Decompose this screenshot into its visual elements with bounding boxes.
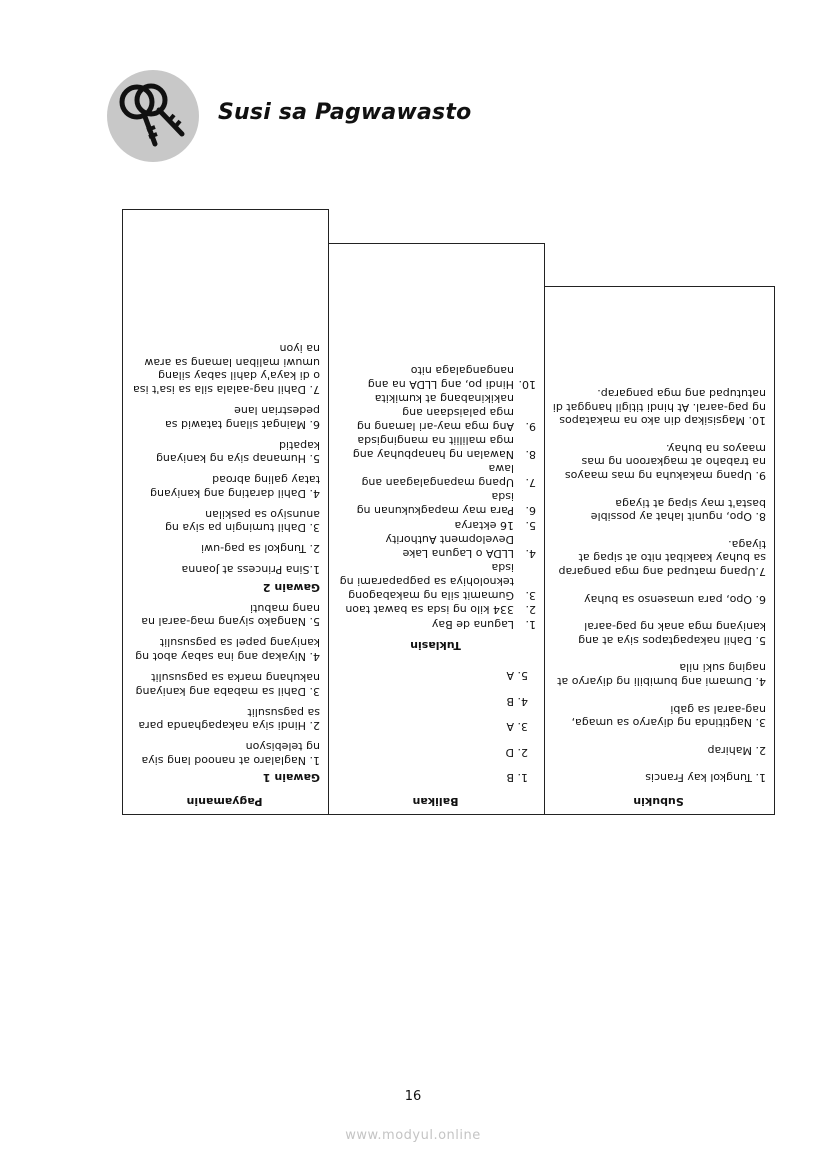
tuklasin-item bbox=[335, 490, 536, 517]
tuklasin-item-number: 4. bbox=[525, 546, 536, 560]
pagyamanin-section bbox=[122, 209, 329, 815]
subukin-item: 8. Opo, ngunit lahat ay possible basta't may sipag at tiyaga bbox=[590, 496, 766, 524]
subukin-item: 4. Dumami ang bumibili ng diyaryo at naging suki nila bbox=[557, 661, 766, 689]
balikan-answer: 1. B bbox=[506, 771, 528, 785]
tuklasin-item bbox=[335, 392, 536, 433]
subukin-item: 2. Mahirap bbox=[707, 743, 766, 757]
tuklasin-item bbox=[335, 533, 536, 560]
tuklasin-item-text: Laguna de Bay bbox=[431, 617, 514, 631]
gawain1-item: 5. Nangako siyang mag-aaral na nang mabuti bbox=[141, 601, 320, 629]
tuklasin-item-text: Gumamit sila ng makabagong teknolohiya sa pagpaparami ng isda bbox=[339, 561, 514, 602]
gawain2-item: 4. Dahil darating ang kaniyang tatay galing abroad bbox=[150, 473, 320, 500]
tuklasin-item-number: 9. bbox=[525, 419, 536, 433]
footer-watermark: www.modyul.online bbox=[345, 1128, 481, 1143]
tuklasin-item-number: 7. bbox=[525, 475, 536, 489]
tuklasin-item-text: 16 ektarya bbox=[454, 518, 514, 532]
subukin-item: 1. Tungkol kay Francis bbox=[645, 771, 766, 785]
gawain2-item: 3. Dahil tumingin pa siya ng anunsiyo sa paskilan bbox=[164, 507, 320, 535]
gawain2-item: 7. Dahil nag-aalala sila sa isa't isa o di kaya'y dahil sabay silang umuwi maliban lamang sa araw na iyon bbox=[133, 342, 320, 397]
page-number: 16 bbox=[404, 1089, 422, 1104]
tuklasin-item-text: Para may mapagkukunan ng isda bbox=[356, 490, 514, 518]
tuklasin-item-text: Hindi po, ang LLDA na ang nangangalaga nito bbox=[367, 364, 514, 391]
page-title: Susi sa Pagwawasto bbox=[218, 100, 472, 125]
balikan-heading: Balikan bbox=[412, 795, 459, 808]
gawain1-item: 1. Naglalaro at nanood lang siya ng telebisyon bbox=[141, 740, 320, 767]
tuklasin-item-number: 3. bbox=[525, 588, 536, 602]
tuklasin-item-number: 8. bbox=[525, 447, 536, 461]
tuklasin-item bbox=[335, 462, 536, 489]
gawain1-item: 2. Hindi siya nakapaghanda para sa pagsusulit bbox=[138, 705, 320, 733]
subukin-item: 5. Dahil nakapagtapos siya at ang kaniyang mga anak ng pag-aaral bbox=[578, 620, 766, 647]
gawain1-item: 4. Niyakap ang ina sabay abot ng kaniyang papel sa pagsusulit bbox=[135, 636, 320, 664]
balikan-answer: 4. B bbox=[506, 694, 528, 708]
pagyamanin-heading: Pagyamanin bbox=[186, 795, 263, 808]
tuklasin-item-text: Ang mga may-ari lamang ng mga palaisdaan ang nakikinabang at kumikita bbox=[356, 392, 514, 433]
tuklasin-item bbox=[335, 561, 536, 602]
gawain1-heading: Gawain 1 bbox=[262, 771, 320, 785]
tuklasin-item bbox=[335, 617, 536, 631]
tuklasin-item-text: 334 kilo ng isda sa bawat taon bbox=[345, 603, 514, 617]
tuklasin-item-number: 2. bbox=[525, 603, 536, 617]
balikan-answer: 2. D bbox=[505, 745, 528, 759]
keys-icon bbox=[107, 70, 199, 162]
gawain1-item: 3. Dahil sa mababa ang kaniyang nakuhang marka sa pagsusulit bbox=[135, 671, 320, 698]
subukin-section bbox=[544, 286, 775, 815]
subukin-item: 3. Nagtitinda ng diyaryo sa umaga, nag-aaral sa gabi bbox=[571, 702, 766, 730]
subukin-item: 7.Upang matupad ang mga pangarap sa buhay kaakibat nito at sipag at tiyaga. bbox=[558, 537, 766, 579]
gawain2-item: 2. Tungkol sa pag-uwi bbox=[201, 542, 320, 556]
tuklasin-item-number: 5. bbox=[525, 518, 536, 532]
balikan-tuklasin-section bbox=[328, 243, 545, 815]
gawain2-item: 1.Sina Princess at Joanna bbox=[181, 563, 320, 577]
tuklasin-item-number: 1. bbox=[525, 617, 536, 631]
gawain2-item: 5. Humanap siya ng kaniyang kapatid bbox=[155, 438, 320, 466]
subukin-item: 6. Opo, para umasenso sa buhay bbox=[584, 592, 766, 606]
tuklasin-heading: Tuklasin bbox=[410, 639, 461, 653]
balikan-answer: 3. A bbox=[506, 720, 528, 734]
subukin-item: 10. Magsisikap din ako na makatapos ng pag-aaral. At hindi titigil hanggat di natutupad ang mga pangarap. bbox=[552, 387, 766, 428]
tuklasin-item bbox=[335, 518, 536, 532]
gawain2-heading: Gawain 2 bbox=[262, 580, 320, 594]
tuklasin-item bbox=[335, 434, 536, 461]
gawain2-item: 6. Maingat silang tatawid sa pedestrian lane bbox=[165, 404, 320, 431]
subukin-heading: Subukin bbox=[633, 795, 684, 808]
tuklasin-item bbox=[335, 603, 536, 617]
tuklasin-item bbox=[335, 364, 536, 391]
subukin-item: 9. Upang makakuha ng mas maayos na trabaho at magkaroon ng mas maayos na buhay. bbox=[564, 441, 766, 483]
tuklasin-item-number: 6. bbox=[525, 504, 536, 518]
keys-icon-graphic bbox=[107, 70, 199, 162]
tuklasin-item-text: Upang mapangalagaan ang lawa bbox=[361, 462, 514, 489]
tuklasin-item-number: 10. bbox=[518, 377, 536, 391]
tuklasin-item-text: LLDA o Laguna Lake Development Authority bbox=[385, 533, 514, 560]
balikan-answer: 5. A bbox=[506, 669, 528, 683]
tuklasin-item-text: Nawalan ng hanapbuhay ang mga maliliit na mangingisda bbox=[352, 434, 514, 461]
